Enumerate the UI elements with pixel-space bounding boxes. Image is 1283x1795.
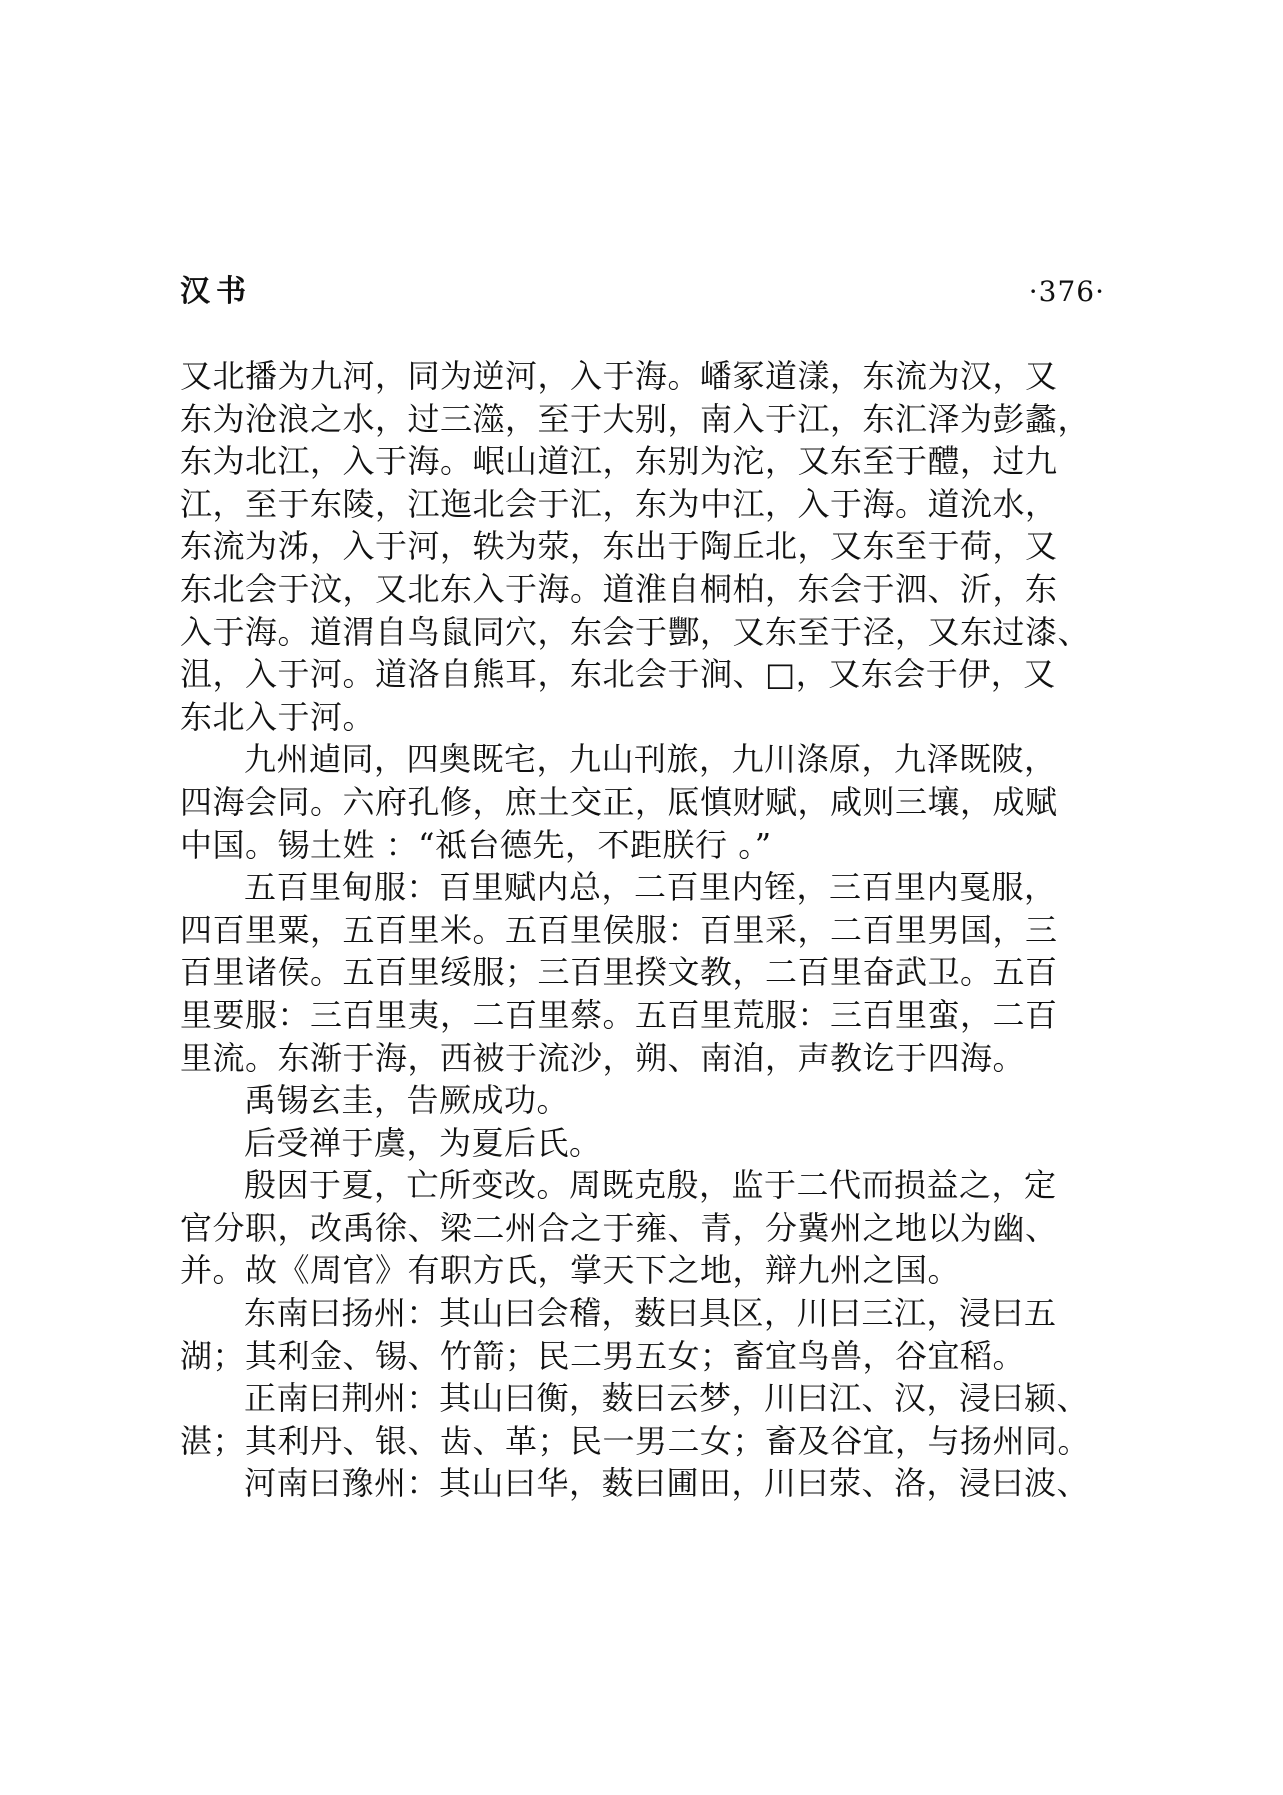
text-line: 东为北江，入于海。岷山道江，东别为沱，又东至于醴，过九 [180, 442, 1058, 481]
page-number: ·376· [1028, 275, 1105, 308]
text-line: 湛；其利丹、银、齿、革；民一男二女；畜及谷宜，与扬州同。 [180, 1421, 1091, 1460]
text-line: 四百里粟，五百里米。五百里侯服：百里采，二百里男国，三 [180, 910, 1058, 949]
text-line: 东流为泲，入于河，轶为荥，东出于陶丘北，又东至于荷，又 [180, 527, 1058, 566]
text-line: 里流。东渐于海，西被于流沙，朔、南洎，声教讫于四海。 [180, 1038, 1026, 1077]
paragraph-start-line: 正南曰荆州：其山曰衡，薮曰云梦，川曰江、汉，浸曰颍、 [244, 1379, 1090, 1418]
paragraph-start-line: 东南曰扬州：其山曰会稽，薮曰具区，川曰三江，浸曰五 [244, 1294, 1057, 1333]
text-line: 中国。锡土姓 ：“祗台德先，不距朕行 。” [180, 825, 772, 864]
text-line: 东北会于汶，又北东入于海。道淮自桐柏，东会于泗、沂，东 [180, 569, 1058, 608]
text-line: 官分职，改禹徐、梁二州合之于雍、青，分冀州之地以为幽、 [180, 1208, 1058, 1247]
paragraph-start-line: 五百里甸服：百里赋内总，二百里内铚，三百里内戛服， [244, 868, 1057, 907]
text-line: 东北入于河。 [180, 697, 376, 736]
paragraph-start-line: 后受禅于虞，为夏后氏。 [244, 1123, 602, 1162]
paragraph-start-line: 殷因于夏，亡所变改。周既克殷，监于二代而损益之，定 [244, 1166, 1057, 1205]
book-title: 汉书 [180, 274, 252, 309]
text-line: 里要服：三百里夷，二百里蔡。五百里荒服：三百里蛮，二百 [180, 995, 1058, 1034]
text-line: 入于海。道渭自鸟鼠同穴，东会于酆，又东至于泾，又东过漆、 [180, 612, 1091, 651]
body-text [180, 355, 1091, 1505]
text-line: 湖；其利金、锡、竹箭；民二男五女；畜宜鸟兽，谷宜稻。 [180, 1336, 1026, 1375]
text-line: 并。故《周官》有职方氏，掌天下之地，辩九州之国。 [180, 1251, 961, 1290]
paragraph-start-line: 河南曰豫州：其山曰华，薮曰圃田，川曰荥、洛，浸曰波、 [244, 1464, 1090, 1503]
text-line: 百里诸侯。五百里绥服；三百里揆文教，二百里奋武卫。五百 [180, 953, 1058, 992]
paragraph-start-line: 九州逌同，四奥既宅，九山刊旅，九川涤原，九泽既陂， [244, 740, 1057, 779]
text-line: 东为沧浪之水，过三澨，至于大别，南入于江，东汇泽为彭蠡， [180, 399, 1091, 438]
paragraph-start-line: 禹锡玄圭，告厥成功。 [244, 1081, 570, 1120]
page-header [180, 272, 1105, 312]
text-line: 又北播为九河，同为逆河，入于海。嶓冢道漾，东流为汉，又 [180, 357, 1058, 395]
text-line: 沮，入于河。道洛自熊耳，东北会于涧、□，又东会于伊，又 [180, 655, 1056, 694]
text-line: 四海会同。六府孔修，庶土交正，厎慎财赋，咸则三壤，成赋 [180, 782, 1058, 821]
text-line: 江，至于东陵，江迤北会于汇，东为中江，入于海。道沇水， [180, 484, 1058, 523]
